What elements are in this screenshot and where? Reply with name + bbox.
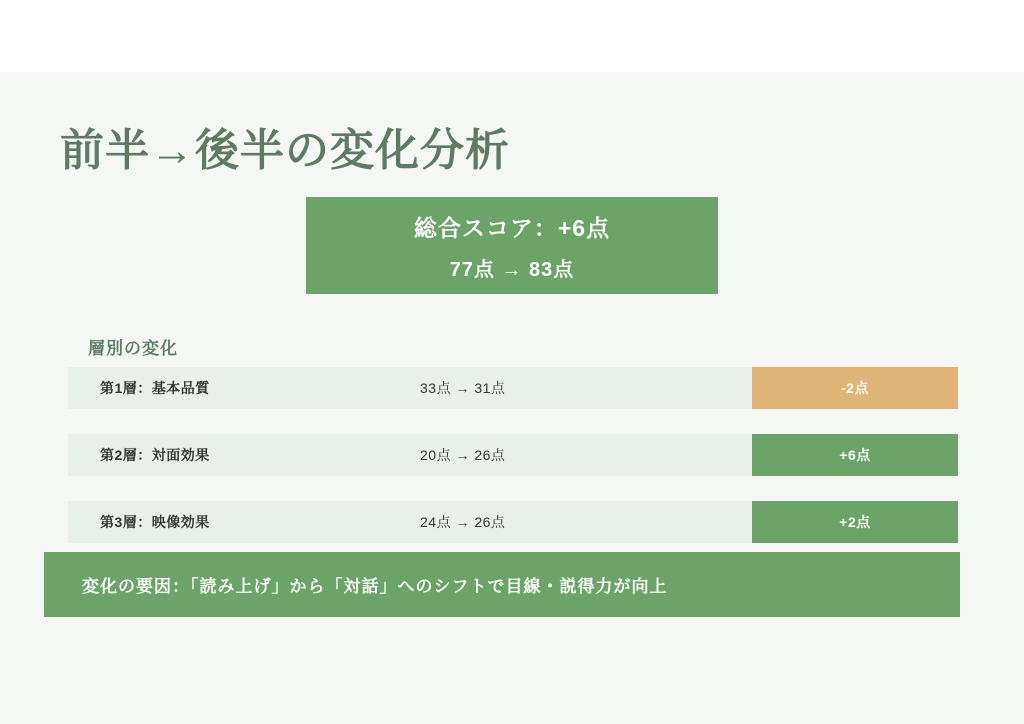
layer-rows-list	[68, 367, 958, 568]
row-change-value: 20点 → 26点	[420, 447, 506, 463]
status-badge: -2点	[752, 367, 958, 409]
table-row	[68, 434, 958, 476]
total-score-detail: 77点 → 83点	[449, 258, 575, 281]
row-label: 第2層：対面効果	[100, 447, 210, 463]
footer-text: 変化の要因：「読み上げ」から「対話」へのシフトで目線・説得力が向上	[82, 577, 668, 596]
row-change-value: 33点 → 31点	[420, 380, 506, 396]
row-change-value: 24点 → 26点	[420, 514, 506, 530]
row-label: 第3層：映像効果	[100, 514, 210, 530]
footer-banner	[44, 552, 960, 617]
table-row	[68, 501, 958, 543]
slide-canvas	[0, 72, 1024, 724]
row-label: 第1層：基本品質	[100, 380, 210, 396]
section-label-layer-changes: 層別の変化	[88, 339, 178, 358]
table-row	[68, 367, 958, 409]
status-badge: +2点	[752, 501, 958, 543]
total-score-headline: 総合スコア：+6点	[413, 214, 611, 241]
page-title: 前半→後半の変化分析	[60, 126, 510, 175]
total-score-box	[306, 197, 718, 294]
status-badge: +6点	[752, 434, 958, 476]
